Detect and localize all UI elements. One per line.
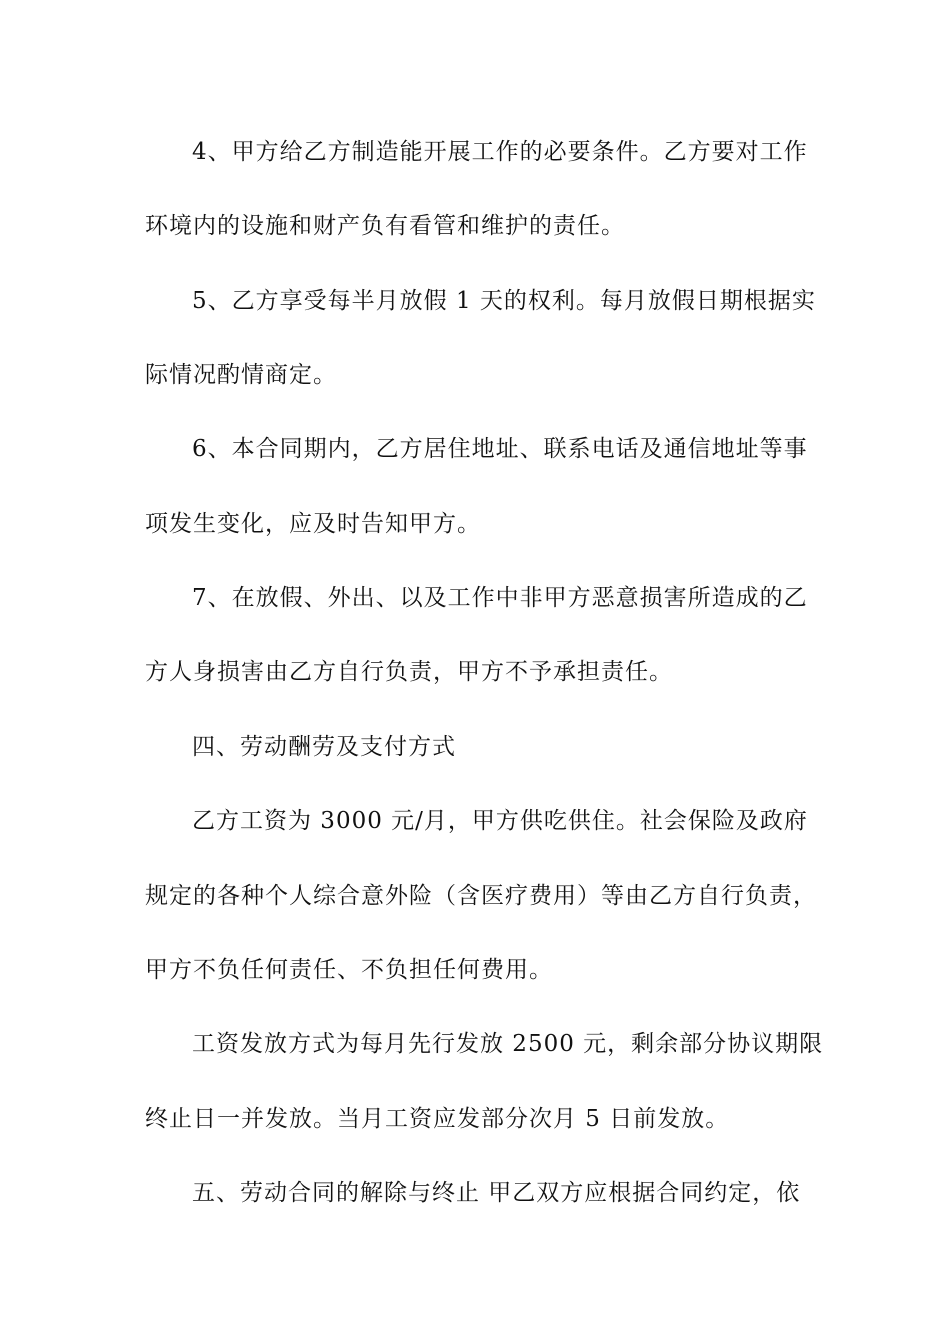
clause-5-line-1: 5、乙方享受每半月放假 1 天的权利。每月放假日期根据实	[192, 288, 816, 314]
clause-7-line-1: 7、在放假、外出、以及工作中非甲方恶意损害所造成的乙	[192, 585, 808, 611]
section-4-heading: 四、劳动酬劳及支付方式	[192, 734, 456, 760]
clause-4-line-2: 环境内的设施和财产负有看管和维护的责任。	[145, 213, 625, 239]
section-5-heading-line: 五、劳动合同的解除与终止 甲乙双方应根据合同约定，依	[192, 1180, 801, 1206]
payment-paragraph-line-1: 工资发放方式为每月先行发放 2500 元，剩余部分协议期限	[192, 1031, 824, 1057]
clause-7-line-2: 方人身损害由乙方自行负责，甲方不予承担责任。	[145, 659, 673, 685]
wage-paragraph-line-1: 乙方工资为 3000 元/月，甲方供吃供住。社会保险及政府	[192, 808, 808, 834]
wage-paragraph-line-2: 规定的各种个人综合意外险（含医疗费用）等由乙方自行负责，	[145, 883, 817, 909]
payment-paragraph-line-2: 终止日一并发放。当月工资应发部分次月 5 日前发放。	[145, 1106, 730, 1132]
clause-6-line-1: 6、本合同期内，乙方居住地址、联系电话及通信地址等事	[192, 436, 808, 462]
clause-4-line-1: 4、甲方给乙方制造能开展工作的必要条件。乙方要对工作	[192, 139, 808, 165]
clause-5-line-2: 际情况酌情商定。	[145, 362, 337, 388]
wage-paragraph-line-3: 甲方不负任何责任、不负担任何费用。	[145, 957, 553, 983]
clause-6-line-2: 项发生变化，应及时告知甲方。	[145, 511, 481, 537]
